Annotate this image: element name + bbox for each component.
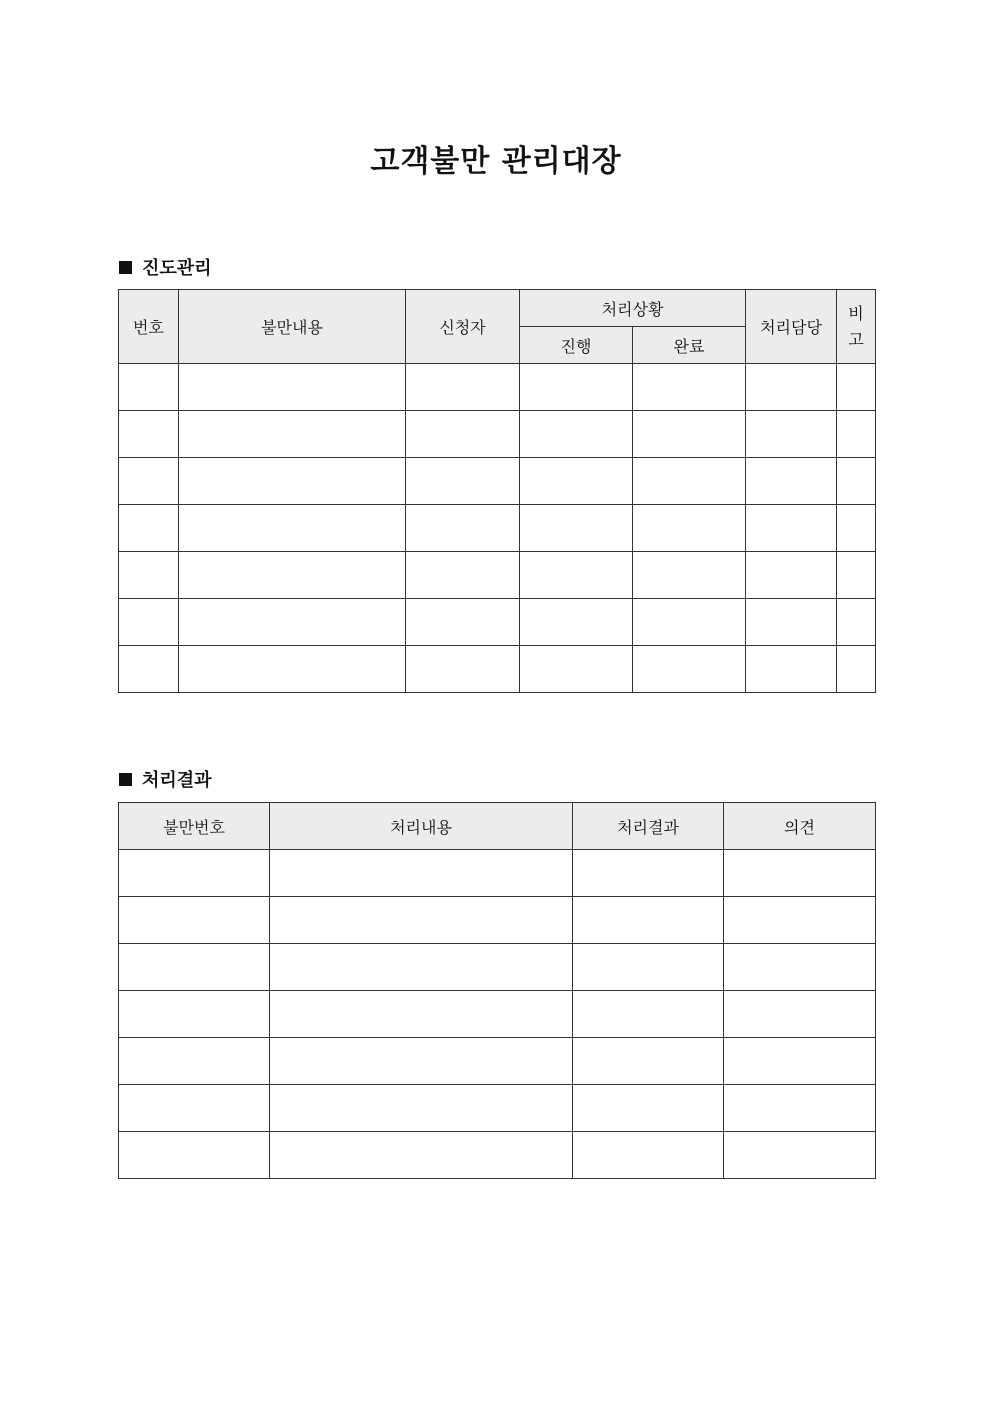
result-table <box>118 802 876 1179</box>
header-process-content: 처리내용 <box>270 803 573 850</box>
header-remark-line2: 고 <box>848 329 864 349</box>
table-row <box>119 646 876 693</box>
header-status-complete: 완료 <box>633 327 746 364</box>
table-cell[interactable] <box>746 411 837 458</box>
table-cell[interactable] <box>724 850 876 897</box>
table-cell[interactable] <box>270 944 573 991</box>
table-cell[interactable] <box>119 364 179 411</box>
table-cell[interactable] <box>406 458 520 505</box>
table-cell[interactable] <box>724 1132 876 1179</box>
table-cell[interactable] <box>746 552 837 599</box>
table-cell[interactable] <box>837 646 876 693</box>
table-cell[interactable] <box>837 411 876 458</box>
header-process-result: 처리결과 <box>573 803 724 850</box>
table-cell[interactable] <box>179 552 406 599</box>
table-cell[interactable] <box>179 505 406 552</box>
table-cell[interactable] <box>179 599 406 646</box>
table-cell[interactable] <box>119 897 270 944</box>
header-opinion: 의견 <box>724 803 876 850</box>
table-cell[interactable] <box>573 897 724 944</box>
table-cell[interactable] <box>746 505 837 552</box>
table-row <box>119 944 876 991</box>
table-cell[interactable] <box>270 850 573 897</box>
table-cell[interactable] <box>179 458 406 505</box>
table-cell[interactable] <box>119 458 179 505</box>
table-cell[interactable] <box>746 458 837 505</box>
table-cell[interactable] <box>179 411 406 458</box>
table-row <box>119 1085 876 1132</box>
table-cell[interactable] <box>837 599 876 646</box>
table-cell[interactable] <box>520 364 633 411</box>
header-content: 불만내용 <box>179 290 406 364</box>
table-row <box>119 458 876 505</box>
table-cell[interactable] <box>573 1038 724 1085</box>
table-cell[interactable] <box>837 505 876 552</box>
table-row <box>119 897 876 944</box>
table-cell[interactable] <box>270 1132 573 1179</box>
table-cell[interactable] <box>119 552 179 599</box>
table-cell[interactable] <box>573 850 724 897</box>
table-cell[interactable] <box>119 505 179 552</box>
table-row <box>119 505 876 552</box>
table-cell[interactable] <box>119 991 270 1038</box>
table-cell[interactable] <box>633 411 746 458</box>
progress-table-body <box>119 364 876 693</box>
table-cell[interactable] <box>119 411 179 458</box>
table-cell[interactable] <box>724 1085 876 1132</box>
table-cell[interactable] <box>837 552 876 599</box>
table-cell[interactable] <box>724 991 876 1038</box>
header-complaint-no: 불만번호 <box>119 803 270 850</box>
square-bullet-icon <box>119 773 132 786</box>
header-no: 번호 <box>119 290 179 364</box>
table-cell[interactable] <box>520 411 633 458</box>
table-cell[interactable] <box>520 552 633 599</box>
table-cell[interactable] <box>119 1085 270 1132</box>
table-cell[interactable] <box>119 1132 270 1179</box>
table-row <box>119 411 876 458</box>
table-cell[interactable] <box>724 897 876 944</box>
table-cell[interactable] <box>119 944 270 991</box>
header-manager: 처리담당 <box>746 290 837 364</box>
table-cell[interactable] <box>633 646 746 693</box>
table-cell[interactable] <box>179 646 406 693</box>
table-cell[interactable] <box>119 646 179 693</box>
table-cell[interactable] <box>406 599 520 646</box>
result-table-body <box>119 850 876 1179</box>
table-cell[interactable] <box>573 1132 724 1179</box>
table-cell[interactable] <box>633 552 746 599</box>
table-cell[interactable] <box>119 599 179 646</box>
progress-table <box>118 289 876 693</box>
table-cell[interactable] <box>270 1085 573 1132</box>
table-cell[interactable] <box>633 364 746 411</box>
section-heading-label: 진도관리 <box>142 258 212 279</box>
table-cell[interactable] <box>837 458 876 505</box>
header-remark <box>837 290 876 364</box>
table-row <box>119 991 876 1038</box>
table-cell[interactable] <box>520 458 633 505</box>
section-heading-result <box>119 766 212 792</box>
table-row <box>119 599 876 646</box>
header-status: 처리상황 <box>520 290 746 327</box>
table-cell[interactable] <box>520 599 633 646</box>
header-status-progress: 진행 <box>520 327 633 364</box>
table-cell[interactable] <box>406 552 520 599</box>
table-cell[interactable] <box>724 1038 876 1085</box>
table-cell[interactable] <box>724 944 876 991</box>
table-cell[interactable] <box>406 505 520 552</box>
table-row <box>119 850 876 897</box>
table-row <box>119 364 876 411</box>
table-row <box>119 552 876 599</box>
table-cell[interactable] <box>746 646 837 693</box>
table-cell[interactable] <box>633 505 746 552</box>
table-cell[interactable] <box>573 944 724 991</box>
table-cell[interactable] <box>520 646 633 693</box>
table-row <box>119 1038 876 1085</box>
table-row <box>119 1132 876 1179</box>
table-cell[interactable] <box>746 364 837 411</box>
table-cell[interactable] <box>270 1038 573 1085</box>
header-remark-line1: 비 <box>848 303 864 323</box>
square-bullet-icon <box>119 261 132 274</box>
table-cell[interactable] <box>573 991 724 1038</box>
table-cell[interactable] <box>633 458 746 505</box>
page-title: 고객불만 관리대장 <box>370 144 622 179</box>
table-cell[interactable] <box>520 505 633 552</box>
table-cell[interactable] <box>179 364 406 411</box>
table-cell[interactable] <box>406 364 520 411</box>
table-cell[interactable] <box>270 991 573 1038</box>
section-heading-progress <box>119 254 212 280</box>
table-cell[interactable] <box>837 364 876 411</box>
table-cell[interactable] <box>746 599 837 646</box>
table-cell[interactable] <box>406 646 520 693</box>
header-applicant: 신청자 <box>406 290 520 364</box>
table-cell[interactable] <box>119 1038 270 1085</box>
table-cell[interactable] <box>406 411 520 458</box>
section-heading-label: 처리결과 <box>142 770 212 791</box>
table-cell[interactable] <box>119 850 270 897</box>
table-cell[interactable] <box>573 1085 724 1132</box>
table-cell[interactable] <box>270 897 573 944</box>
table-cell[interactable] <box>633 599 746 646</box>
